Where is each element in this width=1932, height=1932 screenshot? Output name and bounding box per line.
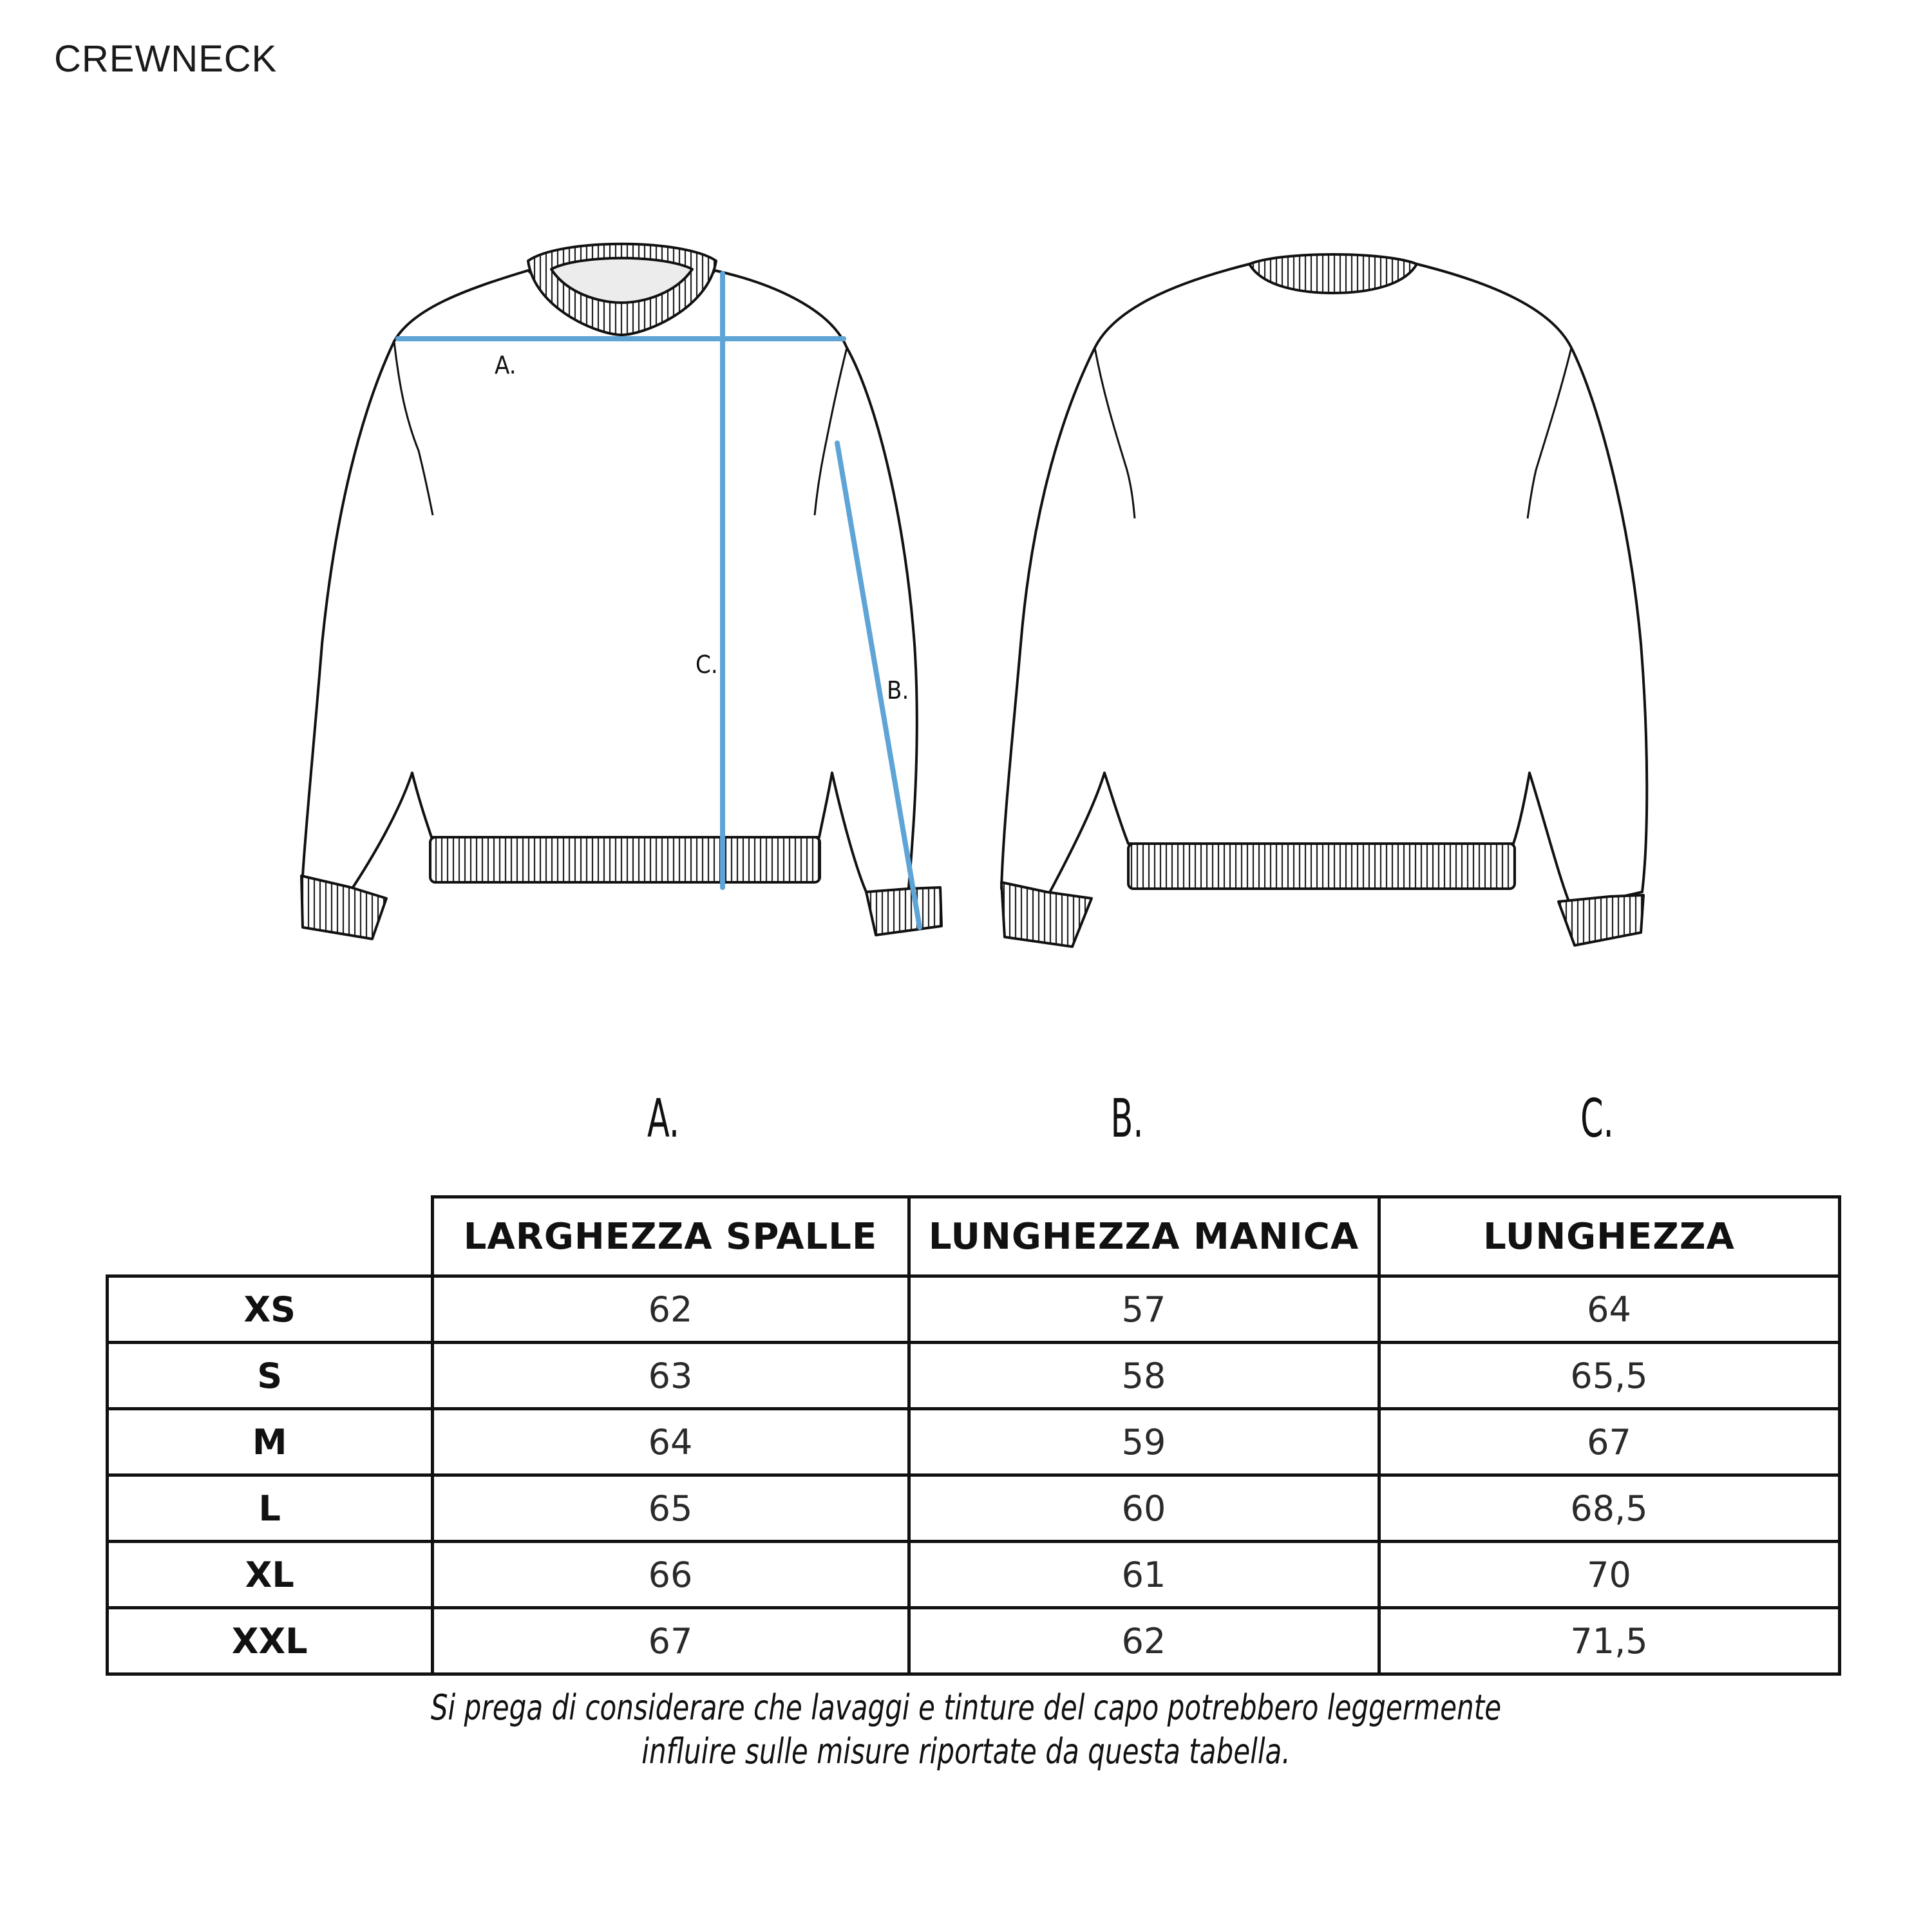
value-cell-c: 70	[1379, 1542, 1839, 1608]
measure-label-b: B.	[887, 676, 909, 705]
header-lunghezza-manica: LUNGHEZZA MANICA	[909, 1197, 1379, 1276]
measure-label-a: A.	[495, 351, 516, 379]
header-larghezza-spalle: LARGHEZZA SPALLE	[432, 1197, 909, 1276]
page-title: CREWNECK	[54, 38, 278, 80]
value-cell-b: 61	[909, 1542, 1379, 1608]
value-cell-a: 63	[432, 1343, 909, 1409]
table-row	[108, 1276, 1840, 1343]
table-row	[108, 1343, 1840, 1409]
value-cell-a: 65	[432, 1475, 909, 1542]
size-cell: XXL	[108, 1608, 433, 1674]
measure-label-c: C.	[696, 650, 718, 679]
column-letter-b: B.	[1110, 1088, 1144, 1150]
size-cell: XS	[108, 1276, 433, 1343]
value-cell-c: 67	[1379, 1409, 1839, 1475]
header-lunghezza: LUNGHEZZA	[1379, 1197, 1839, 1276]
value-cell-b: 58	[909, 1343, 1379, 1409]
value-cell-c: 71,5	[1379, 1608, 1839, 1674]
value-cell-c: 64	[1379, 1276, 1839, 1343]
value-cell-a: 66	[432, 1542, 909, 1608]
back-view	[1001, 254, 1647, 947]
value-cell-b: 60	[909, 1475, 1379, 1542]
table-row	[108, 1409, 1840, 1475]
table-corner-blank	[108, 1197, 433, 1276]
table-row	[108, 1542, 1840, 1608]
table-header-row	[108, 1197, 1840, 1276]
column-letter-a: A.	[647, 1088, 680, 1150]
size-table	[106, 1195, 1841, 1676]
value-cell-b: 59	[909, 1409, 1379, 1475]
value-cell-a: 67	[432, 1608, 909, 1674]
size-cell: L	[108, 1475, 433, 1542]
disclaimer-line-1: Si prega di considerare che lavaggi e tinture del capo potrebbero leggermente	[430, 1687, 1502, 1728]
size-cell: M	[108, 1409, 433, 1475]
disclaimer-line-2: influire sulle misure riportate da questa tabella.	[641, 1731, 1291, 1772]
table-row	[108, 1475, 1840, 1542]
table-row	[108, 1608, 1840, 1674]
size-cell: S	[108, 1343, 433, 1409]
value-cell-b: 62	[909, 1608, 1379, 1674]
value-cell-a: 64	[432, 1409, 909, 1475]
value-cell-a: 62	[432, 1276, 909, 1343]
front-view	[301, 244, 942, 939]
column-letter-c: C.	[1580, 1088, 1614, 1150]
value-cell-b: 57	[909, 1276, 1379, 1343]
size-cell: XL	[108, 1542, 433, 1608]
value-cell-c: 68,5	[1379, 1475, 1839, 1542]
value-cell-c: 65,5	[1379, 1343, 1839, 1409]
